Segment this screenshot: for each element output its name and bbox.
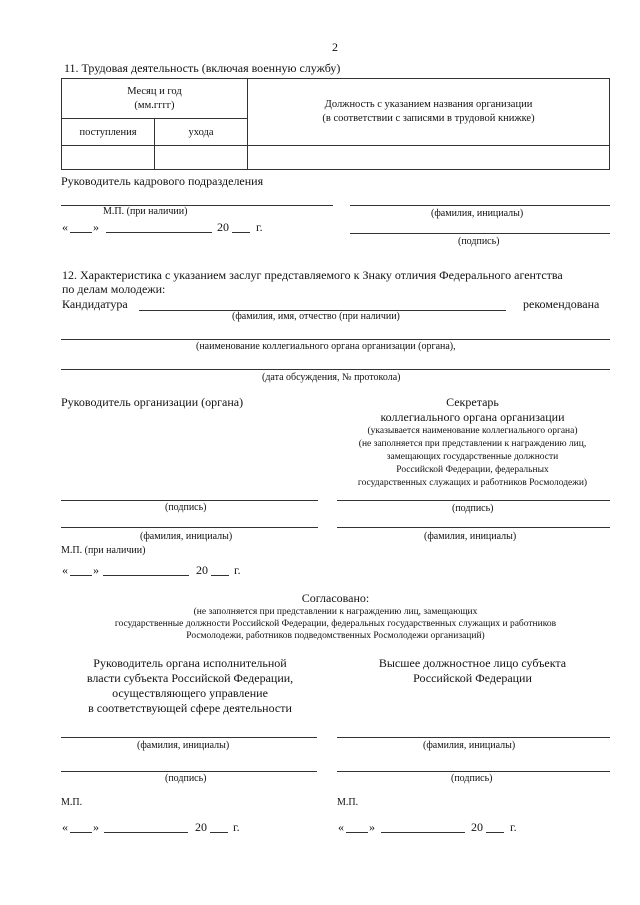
- section-12-title-line1: 12. Характеристика с указанием заслуг представляемого к Знаку отличия Федерального агентства: [62, 268, 563, 282]
- org-mp-label: М.П. (при наличии): [61, 545, 146, 556]
- agreed-block: Согласовано: (не заполняется при представлении к награждению лиц, замещающих государственные должности Российской Федерации, федеральных государственных служащих и работников Росмолодежи, работников подведомственных Росмолодежи организаций): [61, 590, 610, 642]
- hr-date-month[interactable]: [106, 232, 212, 233]
- secretary-block: Секретарь коллегиального органа организации (указывается наименование коллегиального органа) (не заполняется при представлении к награждению лиц, замещающих государственные должности Российской Федерации, федеральных государственных служащих и работников Росмолодежи): [357, 395, 588, 488]
- left-signature-line[interactable]: [61, 771, 317, 772]
- right-name-caption: (фамилия, инициалы): [423, 740, 516, 751]
- work-history-table: [61, 78, 610, 170]
- hr-name-caption: (фамилия, инициалы): [431, 208, 524, 219]
- left-name-caption: (фамилия, инициалы): [137, 740, 230, 751]
- org-head-sign-caption: (подпись): [165, 502, 207, 513]
- left-date-year-suffix: г.: [233, 820, 240, 834]
- regional-exec-head-label: Руководитель органа исполнительной власти субъекта Российской Федерации, осуществляющего управление в соответствующей сфере деятельности: [86, 656, 294, 715]
- position-cell[interactable]: [248, 146, 610, 170]
- right-date-year[interactable]: [486, 832, 504, 833]
- discussion-date-line[interactable]: [61, 369, 610, 370]
- hr-sign-caption: (подпись): [458, 236, 500, 247]
- hr-signature-line[interactable]: [350, 233, 610, 234]
- s12-date-year[interactable]: [211, 575, 229, 576]
- left-date-month[interactable]: [104, 832, 188, 833]
- left-date-day[interactable]: [70, 832, 92, 833]
- page-number: 2: [332, 40, 338, 54]
- right-date-year-prefix: 20: [471, 820, 483, 834]
- hr-mp-label: М.П. (при наличии): [103, 206, 188, 217]
- right-sign-caption: (подпись): [451, 773, 493, 784]
- right-date-quote-open: «: [338, 820, 344, 834]
- hr-date-quote-close: »: [93, 220, 99, 234]
- hr-date-quote-open: «: [62, 220, 68, 234]
- org-head-label: Руководитель организации (органа): [61, 395, 244, 409]
- s12-date-month[interactable]: [103, 575, 189, 576]
- agreed-title: Согласовано:: [301, 591, 370, 605]
- hr-head-label: Руководитель кадрового подразделения: [61, 174, 264, 188]
- section-11-title: 11. Трудовая деятельность (включая военную службу): [64, 61, 341, 75]
- hr-date-year[interactable]: [232, 232, 250, 233]
- regional-top-official-label: Высшее должностное лицо субъекта Российской Федерации: [378, 656, 567, 685]
- end-date-cell[interactable]: [155, 146, 248, 170]
- right-date-month[interactable]: [381, 832, 465, 833]
- start-date-header: поступления: [62, 119, 155, 146]
- end-date-header: ухода: [155, 119, 248, 146]
- left-date-year[interactable]: [210, 832, 228, 833]
- body-name-line[interactable]: [61, 339, 610, 340]
- hr-head-signature-line[interactable]: [61, 205, 333, 206]
- right-signature-line[interactable]: [337, 771, 610, 772]
- right-date-year-suffix: г.: [510, 820, 517, 834]
- position-header: Должность с указанием названия организации (в соответствии с записями в трудовой книжке): [248, 79, 610, 146]
- s12-date-quote-open: «: [62, 563, 68, 577]
- left-date-quote-close: »: [93, 820, 99, 834]
- date-caption: (дата обсуждения, № протокола): [262, 372, 401, 383]
- secretary-sign-caption: (подпись): [452, 503, 494, 514]
- s12-date-quote-close: »: [93, 563, 99, 577]
- right-date-quote-close: »: [369, 820, 375, 834]
- candidacy-label: Кандидатура: [62, 297, 128, 311]
- secretary-signature-line[interactable]: [337, 500, 610, 501]
- org-head-name-caption: (фамилия, инициалы): [140, 531, 233, 542]
- right-mp-label: М.П.: [337, 797, 359, 808]
- right-date-day[interactable]: [346, 832, 368, 833]
- org-head-signature-line[interactable]: [61, 500, 318, 501]
- start-date-cell[interactable]: [62, 146, 155, 170]
- left-sign-caption: (подпись): [165, 773, 207, 784]
- org-head-name-line[interactable]: [61, 527, 318, 528]
- secretary-name-line[interactable]: [337, 527, 610, 528]
- s12-date-day[interactable]: [70, 575, 92, 576]
- body-caption: (наименование коллегиального органа организации (органа),: [196, 341, 456, 352]
- right-name-line[interactable]: [337, 737, 610, 738]
- section-12-title-line2: по делам молодежи:: [62, 282, 166, 296]
- month-year-header: Месяц и год (мм.гггг): [62, 79, 248, 119]
- fio-caption: (фамилия, имя, отчество (при наличии): [232, 311, 400, 322]
- left-mp-label: М.П.: [61, 797, 83, 808]
- s12-date-year-prefix: 20: [196, 563, 208, 577]
- left-date-quote-open: «: [62, 820, 68, 834]
- hr-head-name-line[interactable]: [350, 205, 610, 206]
- hr-date-day[interactable]: [70, 232, 92, 233]
- hr-date-year-suffix: г.: [256, 220, 263, 234]
- left-name-line[interactable]: [61, 737, 317, 738]
- left-date-year-prefix: 20: [195, 820, 207, 834]
- s12-date-year-suffix: г.: [234, 563, 241, 577]
- secretary-name-caption: (фамилия, инициалы): [424, 531, 517, 542]
- recommended-label: рекомендована: [523, 297, 600, 311]
- hr-date-year-prefix: 20: [217, 220, 229, 234]
